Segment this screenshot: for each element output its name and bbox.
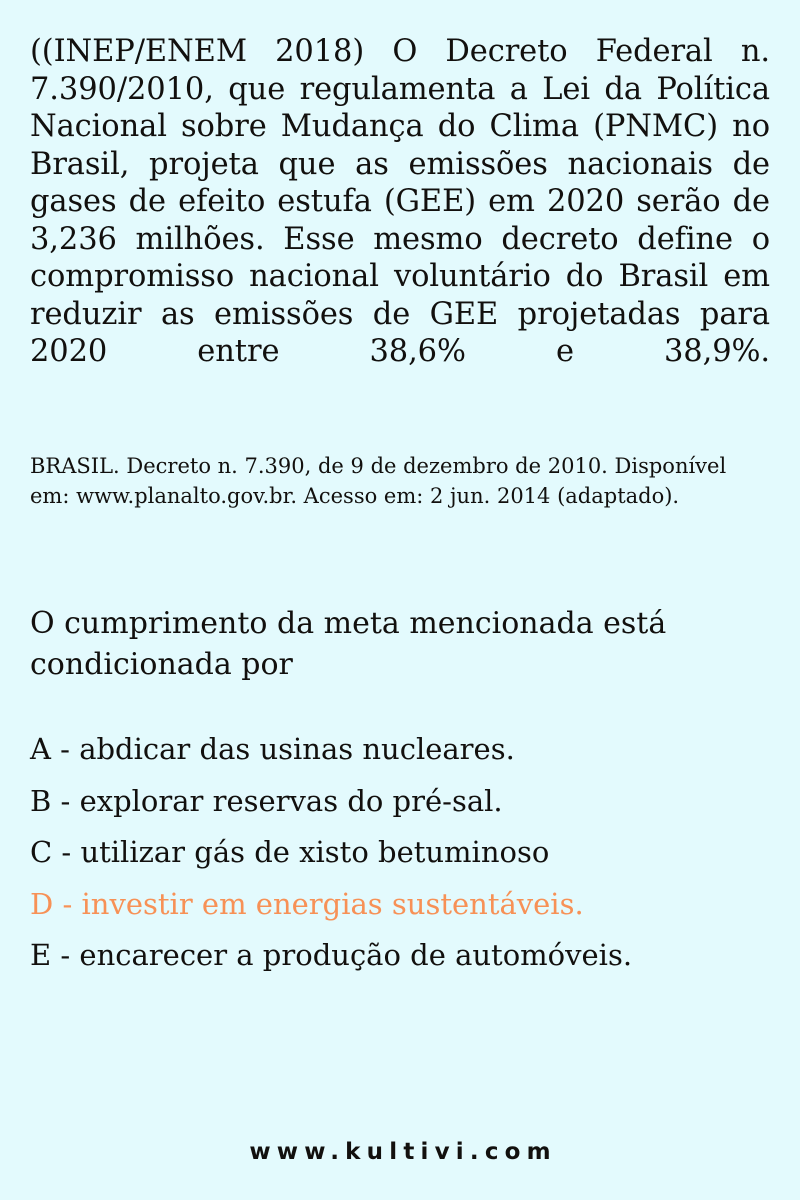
source-citation: BRASIL. Decreto n. 7.390, de 9 de dezembro de 2010. Disponível em: www.planalto.gov.br. Acesso em: 2 jun. 2014 (adaptado).	[30, 454, 727, 508]
question-stem: O cumprimento da meta mencionada está condicionada por	[30, 606, 667, 682]
option-text-d: investir em energias sustentáveis.	[81, 886, 584, 921]
answer-option-b[interactable]	[30, 776, 770, 828]
option-letter-c: C	[30, 835, 53, 869]
option-letter-e: E	[30, 938, 52, 972]
footer	[0, 1104, 800, 1200]
answer-options-list	[30, 685, 770, 982]
answer-option-e[interactable]	[30, 930, 770, 982]
option-text-a: abdicar das usinas nucleares.	[79, 732, 515, 766]
option-text-c: utilizar gás de xisto betuminoso	[80, 835, 550, 869]
option-letter-b: B	[30, 783, 52, 818]
option-separator-b: -	[60, 783, 71, 818]
option-letter-a: A	[30, 732, 51, 766]
option-letter-d: D	[30, 886, 54, 921]
answer-option-d[interactable]	[30, 879, 770, 931]
option-text-b: explorar reservas do pré-sal.	[79, 783, 503, 818]
option-separator-a: -	[60, 732, 70, 766]
question-statement: ((INEP/ENEM 2018) O Decreto Federal n. 7.390/2010, que regulamenta a Lei da Política Nacional sobre Mudança do Clima (PNMC) no Brasil, projeta que as emissões nacionais de gases de efeito estufa (GEE) em 2020 serão de 3,236 milhões. Esse mesmo decreto define o compromisso nacional voluntário do Brasil em reduzir as emissões de GEE projetadas para 2020 entre 38,6% e 38,9%.	[30, 34, 770, 369]
answer-option-c[interactable]	[30, 827, 770, 879]
option-text-e: encarecer a produção de automóveis.	[79, 938, 633, 972]
option-separator-d: -	[62, 886, 73, 921]
option-separator-c: -	[61, 835, 72, 869]
footer-website-url: www.kultivi.com	[249, 1139, 557, 1165]
answer-option-a[interactable]	[30, 724, 770, 776]
option-separator-e: -	[60, 938, 71, 972]
